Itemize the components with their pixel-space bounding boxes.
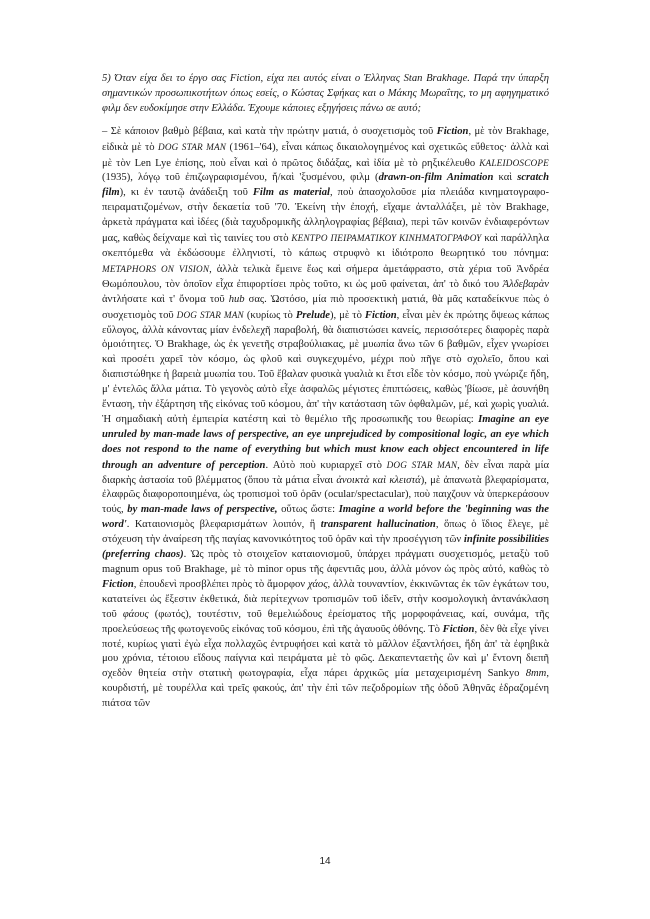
answer-text: , ὅπως ὁ ἴδιος ἔλεγε, μὲ στόχευση τὴν ἀναίρεση τῆς παγίας κανονικότητος τοῦ ὁρᾶν καὶ τὴν προσέγγιση τῶν [102, 519, 549, 546]
answer-quote: Imagine a world before the 'beginning was the word' [102, 504, 549, 531]
answer-emphasis: Prelude [295, 309, 330, 321]
answer-emphasis: Fiction [102, 578, 134, 590]
answer-text: (1935), λόγῳ τοῦ ἐπιζωγραφισμένου, ἤ/καὶ 'ξυσμένου, φιλμ ( [102, 172, 379, 184]
answer-institution-name: ΚΕΝΤΡΟ ΠΕΙΡΑΜΑΤΙΚΟΥ ΚΙΝΗΜΑΤΟΓΡΑΦΟΥ [291, 233, 482, 244]
answer-emphasis: hub [228, 293, 245, 305]
answer-text: (φωτός), τουτέστιν, τοῦ θεμελιώδους ἐρείσματος τῆς μορφοφάνειας, καί, συνάμα, τῆς προελεύσεως τῆς φωτογενοῦς εἰκόνας τοῦ κόσμου, ἐπὶ τῆς ἀγαυοῦς ὀθόνης. Τὸ [102, 608, 550, 635]
answer-emphasis: Fiction [442, 623, 475, 635]
answer-book-title: METAPHORS ON VISION [102, 263, 210, 274]
answer-text: (κυρίως τὸ [243, 309, 296, 321]
answer-text: , κουρδιστή, μὲ τουρέλλα καὶ τρεῖς φακούς, ἀπ' τὴν ἐπὶ τῶν πεζοδρομίων τῆς ὁδοῦ Ἀθηνᾶς ἑδραζομένη πιάτσα τῶν [102, 668, 549, 710]
answer-quote: by man-made laws of perspective, [127, 504, 278, 516]
answer-text: , ποὺ ἀπασχολοῦσε μία πλειάδα κινηματογραφο-πειραματιζομένων, στὴν δεκαετία τοῦ '70. Ἐκείνη τὴν ἐποχή, εἴχαμε ἀνταλλάξει, μὲ τὸν Brakhage, ἀρκετὰ πράγματα καὶ ἰδέες (διὰ ταχυδρομικῆς ἀλληλογραφίας βέβαια), περὶ τῶν κοινῶν ἐνδιαφερόντων μας, καθὼς δείχναμε καὶ τὶς ταινίες του στὸ [102, 187, 549, 245]
answer-emphasis: φάους [122, 608, 149, 620]
answer-text: καὶ [493, 172, 518, 184]
answer-emphasis: drawn-on-film Animation [378, 172, 494, 184]
answer-text: , εἶναι μὲν ἐκ πρώτης ὄψεως κάπως εὔλογος, ἀλλὰ κάνοντας μίαν ἐνδελεχῆ παραβολή, θὰ διαπιστώσει κανείς, περισσότερες διαφορὲς παρὰ ὁμοιότητες. Ὁ Brakhage, ὡς ἐκ γενετῆς στραβούλιακας, μὲ μυωπία ἄνω τῶν 6 βαθμῶν, εἶχεν γνωρίσει καὶ προσέτι χαρεῖ τὸν κόσμο, ὡς φλοῦ καὶ συγκεχυμένο, μέχρι ποὺ πῆγε στὸ σχολεῖο, ὅπου καὶ διαπιστώθηκε ἡ βαρειὰ μυωπία του. Τοῦ ἔβαλαν φυσικὰ γυαλιὰ κι ἔτσι εἶδε τὸν κόσμο, ποὺ γνώριζε ἤδη, μ' ἐντελῶς ἄλλα μάτια. Τὸ γεγονὸς αὐτὸ εἶχε ἀσφαλῶς μέγιστες ἐπιπτώσεις, καθὼς 'βίωσε, μὲ ἀσυνήθη ἔνταση, τὴν ἐξάρτηση τῆς εἰκόνας τοῦ κόσμου, ἀπ' τὴν κατάσταση τῶν ὀφθαλμῶν, μέ, καὶ χωρὶς γυαλιά. Ἡ σημαδιακὴ αὐτὴ ἐμπειρία κατέστη καὶ τὸ θεμέλιο τῆς προσωπικῆς του θεωρίας: [102, 309, 549, 425]
answer-text: καὶ παράλληλα σκεπτόμεθα νὰ ἐκδώσουμε ἐλληνιστί, τὸ κάπως στρυφνὸ κι ἰδιότροπο θεωρητικό του πόνημα: [102, 233, 549, 259]
answer-text: . Καταιονισμὸς βλεφαρισμάτων λοιπόν, ἢ [126, 519, 321, 531]
interview-answer [102, 125, 549, 712]
answer-text: , μὲ τὸν Brakhage, εἰδικὰ μὲ τὸ [102, 125, 549, 153]
answer-text: , ἐπουδενὶ προσβλέπει πρὸς τὸ ἄμορφον [133, 578, 308, 590]
answer-text: – Σὲ κάποιον βαθμὸ βέβαια, καὶ κατὰ τὴν πρώτην ματιά, ὁ συσχετισμὸς τοῦ [102, 125, 437, 137]
answer-emphasis: 8mm [525, 668, 547, 680]
page-body [102, 72, 549, 712]
answer-emphasis: Film as material [252, 187, 330, 199]
answer-text: . Αὐτὸ ποὺ κυριαρχεῖ στὸ [265, 459, 387, 471]
answer-text: ἀντλήσατε καὶ τ' ὄνομα τοῦ [102, 293, 229, 305]
answer-emphasis: Ἀλδεβαρὰν [502, 278, 549, 290]
answer-emphasis: Fiction [364, 309, 397, 321]
answer-film-title: DOG STAR MAN [176, 309, 244, 320]
answer-emphasis: scratch film [102, 172, 549, 199]
answer-text: , ἀλλὰ τελικὰ ἔμεινε ἕως καὶ σήμερα ἀμετάφραστο, στὰ χέρια τοῦ Ἀνδρέα Θωμόπουλου, τὸν ὁποῖον εἶχα ἐπιφορτίσει πρὸς τοῦτο, κι ὡς μοῦ φαίνεται, ἀπ' τὸ δικό του [102, 263, 549, 290]
answer-text: οὕτως ὥστε: [277, 504, 339, 516]
answer-film-title: DOG STAR MAN [158, 141, 227, 152]
answer-quote: transparent hallucination [320, 519, 436, 531]
answer-quote: infinite possibilities (preferring chaos) [102, 534, 549, 561]
answer-text: ), μὲ ἀπανωτὰ βλεφαρίσματα, ἐλαφρῶς διαφοροποιημένα, ὡς τροπισμοὶ τοῦ ὁρᾶν (ocular/spectacular), ποὺ παιχζουν νὰ ὑπερκεράσουν τούς, [102, 474, 549, 516]
answer-text: , δὲν θὰ εἶχε γίνει ποτέ, κυρίως γιατὶ ἐγὼ εἶχα πολλαχῶς ἐντρυφήσει καὶ κατὰ τὸ μᾶλλον ἐξαντλήσει, ἤδη ἀπ' τὰ ἐφηβικὰ μου χρόνια, τέτοιου εἴδους παίγνια καὶ πειράματα μὲ τὸ φῶς. Δεκαπενταετὴς ὢν καὶ μ' ἔντονη διεπῆ σχεδὸν θητεία στὴν στατικὴ φωτογραφία, εἶχα πάρει ἀρχικῶς μία μεταχειρισμένη Sankyo [102, 623, 549, 680]
answer-film-title: KALEIDOSCOPE [479, 157, 549, 168]
answer-text: (1961–'64), εἶναι κάπως δικαιολογημένος καὶ σχετικῶς εὔθετος· ἀλλὰ καὶ μὲ τὸν Len Lye ἐπίσης, ποὺ εἶναι καὶ ὁ πρῶτος διδάξας, καὶ ἰδία μὲ τὸ ρηξικέλευθο [102, 141, 549, 169]
answer-text: . Ὡς πρὸς τὸ στοιχεῖον καταιονισμοῦ, ὑπάρχει πράγματι συσχετισμός, μεταξὺ τοῦ magnum opus τοῦ Brakhage, μὲ τὸ minor opus τῆς ἀφεντιᾶς μου, ἀλλὰ μόνον ὡς πρὸς αὐτό, καθὼς τὸ [102, 549, 549, 575]
answer-text: ), μὲ τὸ [330, 309, 365, 321]
answer-emphasis: χάος [307, 578, 328, 590]
answer-quote: Imagine an eye unruled by man-made laws of perspective, an eye unprejudiced by compositional logic, an eye which does not respond to the name of everything but which must know each object encountered in life through an adventure of perception [102, 413, 549, 471]
answer-text: ), κι ἐν ταυτῷ ἀνάδειξη τοῦ [119, 187, 253, 199]
answer-film-title: DOG STAR MAN [386, 459, 458, 470]
answer-text: , ἀλλὰ τουναντίον, ἐκκινῶντας ἐκ τῶν ἐγκάτων του, κατατείνει ὡς ἔξεστιν ἐκθετικά, διὰ περίτεχνων τροπισμῶν τοῦ ἰδεῖν, στὴν κοσμολογικὴ ἀντανάκλαση τοῦ [102, 578, 549, 620]
answer-emphasis: Fiction [436, 125, 469, 137]
answer-emphasis: ἀνοικτὰ καὶ κλειστά [336, 474, 421, 486]
interview-question: 5) Όταν είχα δει το έργο σας Fiction, είχα πει αυτός είναι ο Έλληνας Stan Brakhage. Παρά την ύπαρξη σημαντικών προσωπικοτήτων όπως εσείς, ο Κώστας Σφήκας και ο Μάκης Μωραΐτης, το μη αφηγηματικό φιλμ δεν ευδοκίμησε στην Ελλάδα. Έχουμε κάποιες εξηγήσεις πάνω σε αυτό; [102, 73, 549, 114]
page-number: 14 [319, 856, 331, 867]
answer-text: , δὲν εἶναι παρὰ μία διαρκὴς ἀστασία τοῦ βλέμματος (ὅπου τὰ μάτια εἶναι [102, 459, 550, 486]
answer-text: σας. Ὡστόσο, μία πιὸ προσεκτικὴ ματιά, θὰ μᾶς καταδείκνυε πὼς ὁ συσχετισμὸς τοῦ [102, 293, 549, 321]
